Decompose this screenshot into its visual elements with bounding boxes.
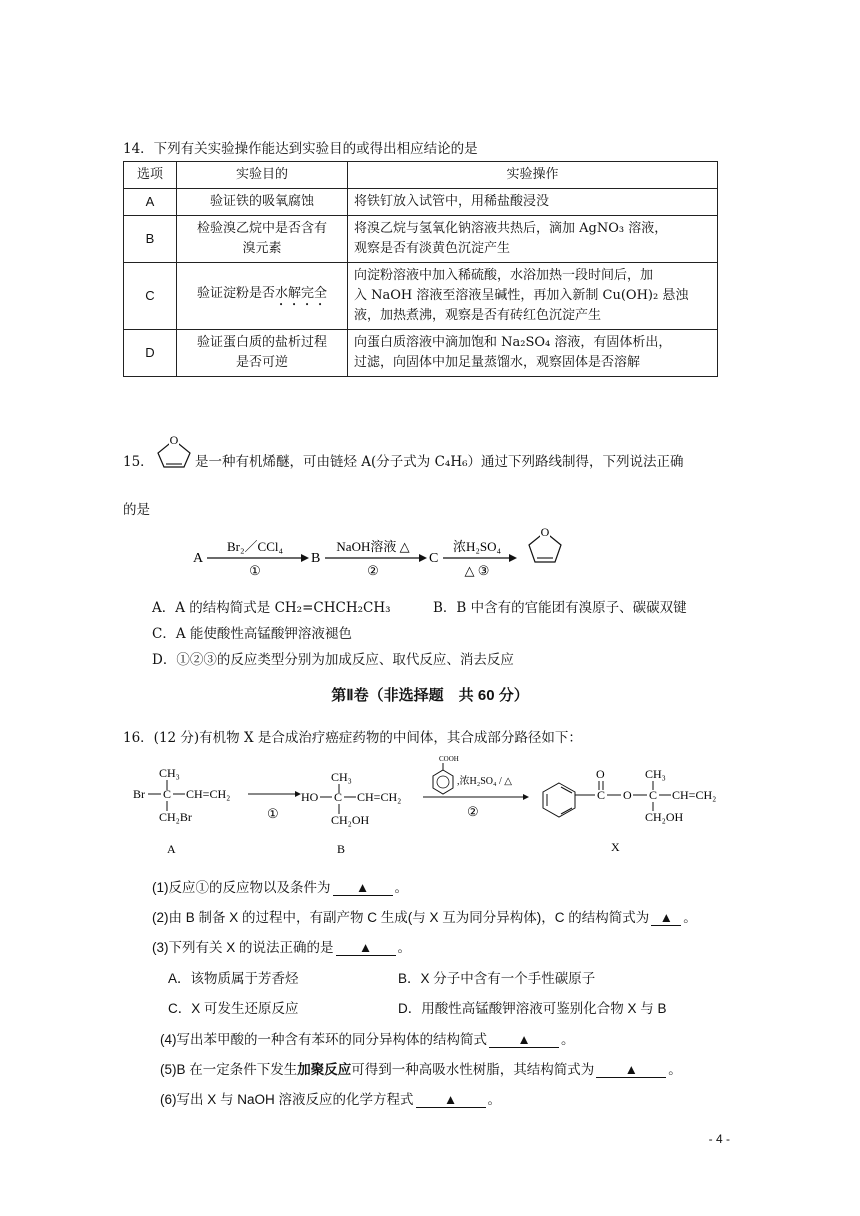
step-2-label: ② bbox=[367, 563, 379, 578]
answer-blank[interactable]: ▲ bbox=[596, 1062, 666, 1078]
header-option: 选项 bbox=[124, 162, 177, 189]
page-number: - 4 - bbox=[708, 1132, 730, 1146]
table-header-row bbox=[124, 162, 718, 189]
answer-blank[interactable]: ▲ bbox=[333, 880, 393, 896]
q16-part-6: (6)写出 X 与 NaOH 溶液反应的化学方程式 ▲ 。 bbox=[160, 1092, 502, 1107]
row-purpose: 验证铁的吸氧腐蚀 bbox=[177, 189, 348, 216]
q14-table bbox=[123, 161, 718, 377]
q16-option-a: A．该物质属于芳香烃 bbox=[168, 971, 299, 986]
q16-option-b: B．X 分子中含有一个手性碳原子 bbox=[398, 971, 596, 986]
section-title: 第Ⅱ卷（非选择题 共 60 分） bbox=[331, 687, 529, 704]
svg-text:CH₂OH: CH₂OH bbox=[645, 810, 684, 824]
q16-option-d: D．用酸性高锰酸钾溶液可鉴别化合物 X 与 B bbox=[398, 1001, 667, 1016]
row-operation: 将溴乙烷与氢氧化钠溶液共热后，滴加 AgNO₃ 溶液， 观察是否有淡黄色沉淀产生 bbox=[348, 216, 718, 263]
compound-A-structure bbox=[133, 766, 230, 856]
compound-C: C bbox=[429, 551, 439, 566]
header-purpose: 实验目的 bbox=[177, 162, 348, 189]
compound-B-label: B bbox=[337, 842, 346, 856]
svg-text:C: C bbox=[163, 787, 172, 801]
svg-text:O: O bbox=[169, 433, 179, 447]
row-operation: 将铁钉放入试管中，用稀盐酸浸没 bbox=[348, 189, 718, 216]
q16-part-2: (2)由 B 制备 X 的过程中，有副产物 C 生成(与 X 互为同分异构体)，C 的结构简式为 ▲ 。 bbox=[152, 910, 697, 925]
q15-option-d: D．①②③的反应类型分别为加成反应、取代反应、消去反应 bbox=[152, 652, 514, 668]
compound-X-structure bbox=[543, 767, 716, 854]
svg-text:O: O bbox=[623, 788, 632, 802]
q15-number: 15． bbox=[123, 454, 154, 470]
q15-option-b: B．B 中含有的官能团有溴原子、碳碳双键 bbox=[433, 600, 687, 616]
answer-blank[interactable]: ▲ bbox=[489, 1032, 559, 1048]
benzoic-acid-structure bbox=[433, 755, 459, 794]
q16-part-4: (4)写出苯甲酸的一种含有苯环的同分异构体的结构简式 ▲ 。 bbox=[160, 1032, 575, 1047]
step-1-label: ① bbox=[249, 563, 261, 578]
reagent-2: NaOH溶液 △ bbox=[336, 539, 410, 554]
table-row bbox=[124, 216, 718, 263]
answer-blank[interactable]: ▲ bbox=[336, 940, 396, 956]
q15-reaction-scheme bbox=[185, 520, 580, 582]
q15-option-a: A．A 的结构简式是 CH₂=CHCH₂CH₃ bbox=[152, 600, 391, 616]
q14-title: 14．下列有关实验操作能达到实验目的或得出相应结论的是 bbox=[123, 141, 478, 157]
q16-synthesis-scheme bbox=[123, 750, 743, 860]
q16-part-5: (5)B 在一定条件下发生加聚反应可得到一种高吸水性树脂，其结构简式为 ▲ 。 bbox=[160, 1062, 682, 1077]
step-1-label: ① bbox=[267, 806, 279, 821]
svg-text:CH₂OH: CH₂OH bbox=[331, 813, 370, 827]
emphasis-text: 加聚反应 bbox=[297, 1062, 352, 1077]
svg-text:CH₃: CH₃ bbox=[331, 770, 352, 784]
compound-X-label: X bbox=[611, 840, 620, 854]
compound-A: A bbox=[193, 551, 204, 566]
row-operation: 向蛋白质溶液中滴加饱和 Na₂SO₄ 溶液，有固体析出， 过滤，向固体中加足量蒸馏水，观察固体是否溶解 bbox=[348, 330, 718, 377]
row-option: D bbox=[124, 330, 177, 377]
row-option: C bbox=[124, 263, 177, 330]
svg-text:C: C bbox=[334, 790, 343, 804]
emphasis-text: 水解完全 bbox=[275, 285, 328, 301]
svg-text:COOH: COOH bbox=[439, 755, 459, 763]
q16-title: 16．(12 分)有机物 X 是合成治疗癌症药物的中间体，其合成部分路径如下： bbox=[123, 730, 582, 746]
q16-option-c: C．X 可发生还原反应 bbox=[168, 1001, 299, 1016]
svg-text:O: O bbox=[596, 767, 605, 781]
compound-B: B bbox=[311, 551, 321, 566]
answer-blank[interactable]: ▲ bbox=[651, 910, 681, 926]
q15-text: 是一种有机烯醚，可由链烃 A(分子式为 C₄H₆）通过下列路线制得，下列说法正确 bbox=[195, 454, 684, 470]
row-purpose: 验证蛋白质的盐析过程 是否可逆 bbox=[177, 330, 348, 377]
svg-text:C: C bbox=[597, 788, 606, 802]
q16-part-1: (1)反应①的反应物以及条件为 ▲ 。 bbox=[152, 880, 408, 895]
svg-text:HO: HO bbox=[301, 790, 319, 804]
row-purpose: 验证淀粉是否水解完全 bbox=[177, 263, 348, 330]
svg-text:CH=CH₂: CH=CH₂ bbox=[357, 790, 402, 804]
q16-part-3: (3)下列有关 X 的说法正确的是 ▲ 。 bbox=[152, 940, 412, 955]
step-2-conditions: ,浓H₂SO₄ / △ bbox=[457, 776, 512, 787]
header-operation: 实验操作 bbox=[348, 162, 718, 189]
row-purpose: 检验溴乙烷中是否含有 溴元素 bbox=[177, 216, 348, 263]
step-2-label: ② bbox=[467, 804, 479, 819]
q15-option-c: C．A 能使酸性高锰酸钾溶液褪色 bbox=[152, 626, 352, 642]
dihydrofuran-product bbox=[529, 525, 561, 562]
svg-text:CH=CH₂: CH=CH₂ bbox=[672, 788, 717, 802]
q15-text-cont: 的是 bbox=[123, 502, 150, 518]
dihydrofuran-structure bbox=[152, 431, 196, 471]
step-3-label: △ ③ bbox=[464, 563, 490, 578]
compound-B-structure bbox=[301, 770, 401, 856]
svg-text:CH₃: CH₃ bbox=[645, 767, 666, 781]
compound-A-label: A bbox=[167, 842, 176, 856]
svg-text:CH₃: CH₃ bbox=[159, 766, 180, 780]
row-option: A bbox=[124, 189, 177, 216]
reagent-1: Br₂／CCl₄ bbox=[226, 539, 284, 554]
row-operation: 向淀粉溶液中加入稀硫酸，水浴加热一段时间后，加 入 NaOH 溶液至溶液呈碱性，再加入新制 Cu(OH)₂ 悬浊 液，加热煮沸，观察是否有砖红色沉淀产生 bbox=[348, 263, 718, 330]
reagent-3: 浓H₂SO₄ bbox=[452, 539, 502, 554]
svg-text:CH₂Br: CH₂Br bbox=[159, 810, 192, 824]
row-option: B bbox=[124, 216, 177, 263]
svg-text:Br: Br bbox=[133, 787, 145, 801]
table-row bbox=[124, 330, 718, 377]
svg-text:C: C bbox=[649, 788, 658, 802]
answer-blank[interactable]: ▲ bbox=[416, 1092, 486, 1108]
table-row bbox=[124, 189, 718, 216]
table-row bbox=[124, 263, 718, 330]
svg-text:CH=CH₂: CH=CH₂ bbox=[186, 787, 231, 801]
svg-text:O: O bbox=[540, 525, 550, 539]
